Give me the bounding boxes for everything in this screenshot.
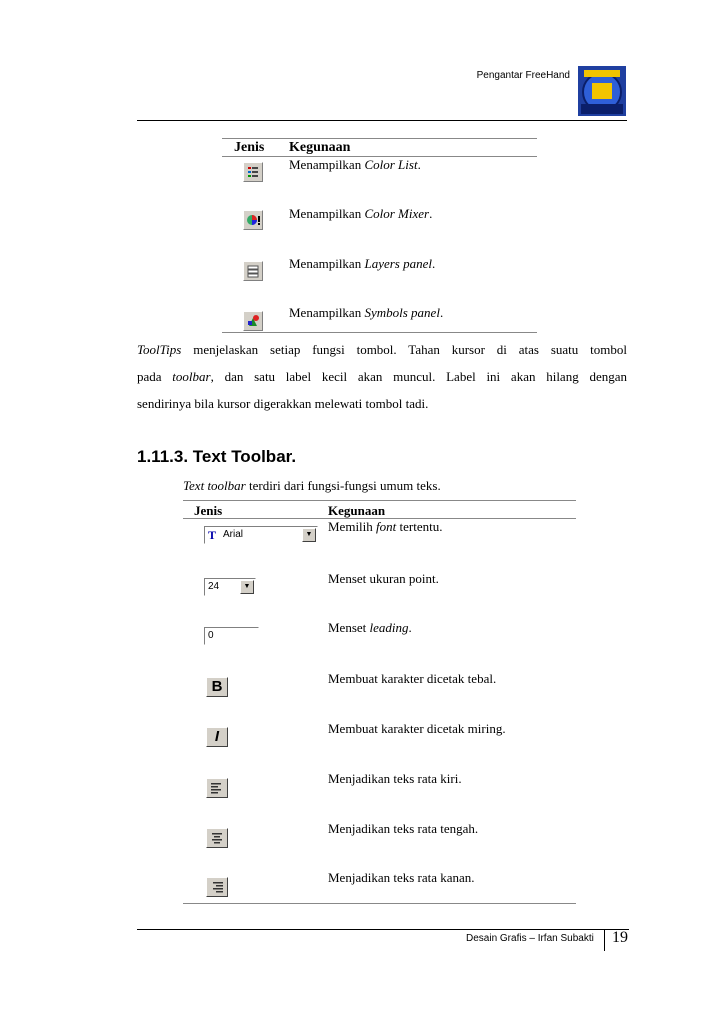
section-heading: 1.11.3. Text Toolbar. xyxy=(137,447,297,466)
table2-bottom-rule xyxy=(183,903,576,904)
table2-row-7: Menjadikan teks rata tengah. xyxy=(328,821,479,836)
color-list-icon xyxy=(243,162,263,182)
footer-rule xyxy=(137,929,629,930)
align-right-icon xyxy=(207,878,227,896)
header-title: Pengantar FreeHand xyxy=(476,70,570,81)
section-intro: Text toolbar terdiri dari fungsi-fungsi umum teks. xyxy=(183,478,441,493)
table2-row-8: Menjadikan teks rata kanan. xyxy=(328,870,475,885)
header-rule xyxy=(137,120,627,121)
footer-separator xyxy=(604,929,605,951)
point-size-select[interactable] xyxy=(204,578,256,596)
table2-row-3: Menset leading. xyxy=(328,620,412,635)
italic-button[interactable]: I xyxy=(206,727,228,747)
align-left-icon xyxy=(207,779,227,797)
align-left-button[interactable] xyxy=(206,778,228,798)
truetype-icon: T xyxy=(208,528,217,542)
font-select-value: Arial xyxy=(223,529,244,540)
chevron-down-icon[interactable]: ▼ xyxy=(302,528,316,542)
table2-row-4: Membuat karakter dicetak tebal. xyxy=(328,671,497,686)
chevron-down-icon[interactable]: ▼ xyxy=(240,580,254,594)
table1-row-2: Menampilkan Color Mixer. xyxy=(289,206,433,221)
color-mixer-icon xyxy=(243,210,263,230)
footer-text: Desain Grafis – Irfan Subakti xyxy=(466,933,594,944)
paragraph-line-1: ToolTips menjelaskan setiap fungsi tombol. Tahan kursor di atas suatu tombol xyxy=(137,342,627,357)
bold-button[interactable]: B xyxy=(206,677,228,697)
table1-row-3: Menampilkan Layers panel. xyxy=(289,256,436,271)
layers-panel-icon xyxy=(243,261,263,281)
font-select[interactable] xyxy=(204,526,318,544)
leading-value: 0 xyxy=(208,630,214,641)
table1-col-jenis: Jenis xyxy=(234,140,265,155)
table2-row-1: Memilih font tertentu. xyxy=(328,519,443,534)
table2-row-2: Menset ukuran point. xyxy=(328,571,439,586)
symbols-panel-icon xyxy=(243,311,263,331)
table2-col-kegunaan: Kegunaan xyxy=(328,503,386,518)
table1-bottom-rule xyxy=(222,332,537,333)
leading-input[interactable] xyxy=(204,627,259,645)
align-right-button[interactable] xyxy=(206,877,228,897)
align-center-icon xyxy=(207,829,227,847)
table2-top-rule xyxy=(183,500,576,501)
table1-col-kegunaan: Kegunaan xyxy=(289,140,351,155)
page-number: 19 xyxy=(612,929,628,946)
table1-row-4: Menampilkan Symbols panel. xyxy=(289,305,444,320)
paragraph-line-2: pada toolbar, dan satu label kecil akan muncul. Label ini akan hilang dengan xyxy=(137,369,627,384)
table1-top-rule xyxy=(222,138,537,139)
table2-col-jenis: Jenis xyxy=(194,503,223,518)
table1-row-1: Menampilkan Color List. xyxy=(289,157,421,172)
align-center-button[interactable] xyxy=(206,828,228,848)
table2-row-6: Menjadikan teks rata kiri. xyxy=(328,771,462,786)
paragraph-line-3: sendirinya bila kursor digerakkan melewati tombol tadi. xyxy=(137,396,429,411)
point-size-value: 24 xyxy=(208,581,220,592)
table2-row-5: Membuat karakter dicetak miring. xyxy=(328,721,506,736)
institution-logo xyxy=(578,66,626,116)
